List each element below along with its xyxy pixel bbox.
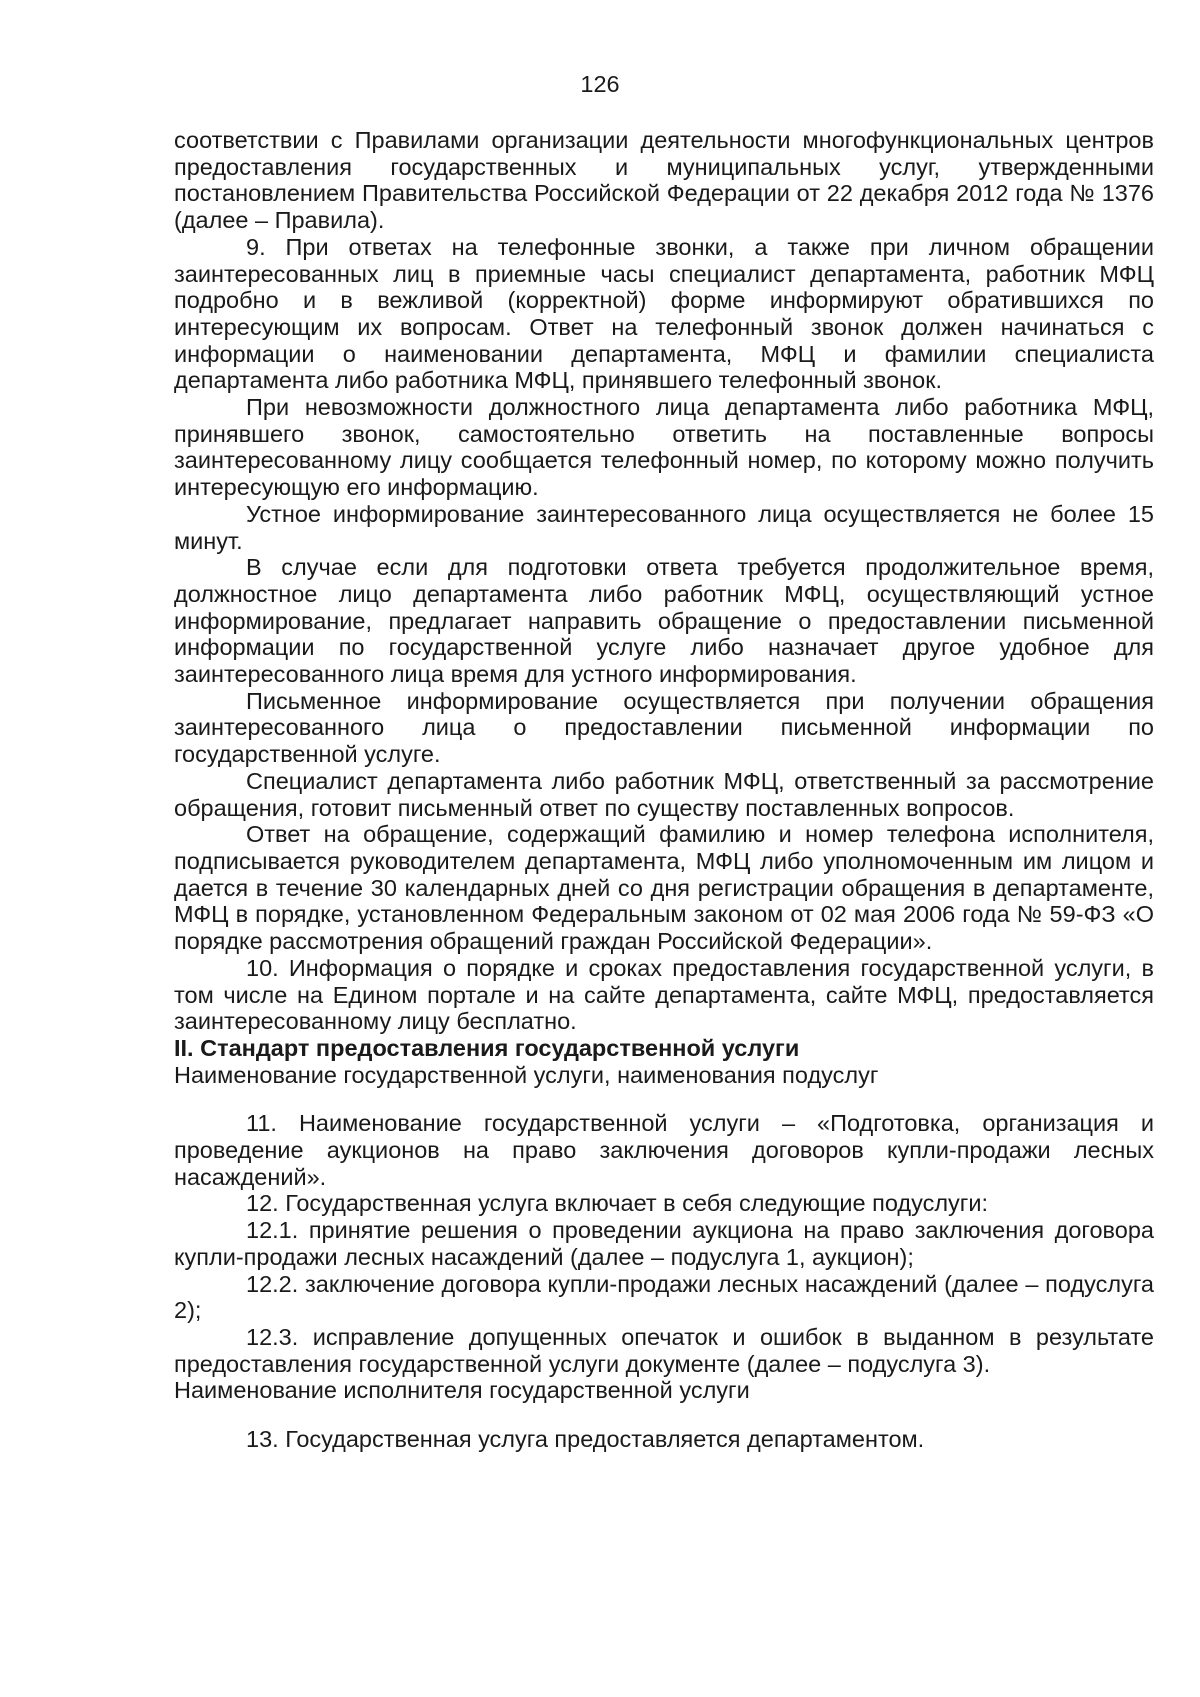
paragraph: Письменное информирование осуществляется при получении обращения заинтересованного лица о предоставлении письменной информации по государственной услуге. bbox=[174, 687, 1154, 768]
paragraph-item-9: 9. При ответах на телефонные звонки, а также при личном обращении заинтересованных лиц в приемные часы специалист департамента, работник МФЦ подробно и в вежливой (корректной) форме информируют обратившихся по интересующим их вопросам. Ответ на телефонный звонок должен начинаться с информации о наименовании департамента, МФЦ и фамилии специалиста департамента либо работника МФЦ, принявшего телефонный звонок. bbox=[174, 233, 1154, 394]
paragraph-item-12-2: 12.2. заключение договора купли-продажи лесных насаждений (далее – подуслуга 2); bbox=[174, 1270, 1154, 1324]
paragraph-item-13: 13. Государственная услуга предоставляется департаментом. bbox=[246, 1426, 925, 1453]
paragraph: Ответ на обращение, содержащий фамилию и номер телефона исполнителя, подписывается руководителем департамента, МФЦ либо уполномоченным им лицом и дается в течение 30 календарных дней со дня регистрации обращения в департаменте, МФЦ в порядке, установленном Федеральным законом от 02 мая 2006 года № 59-ФЗ «О порядке рассмотрения обращений граждан Российской Федерации». bbox=[174, 821, 1154, 955]
paragraph: В случае если для подготовки ответа требуется продолжительное время, должностное лицо департамента либо работник МФЦ, осуществляющий устное информирование, предлагает направить обращение о предоставлении письменной информации по государственной услуге либо назначает другое удобное для заинтересованного лица время для устного информирования. bbox=[174, 554, 1154, 688]
paragraph-item-12-3: 12.3. исправление допущенных опечаток и ошибок в выданном в результате предоставления государственной услуги документе (далее – подуслуга 3). bbox=[174, 1323, 1154, 1377]
paragraph: Устное информирование заинтересованного лица осуществляется не более 15 минут. bbox=[174, 500, 1154, 554]
paragraph-continuation: соответствии с Правилами организации деятельности многофункциональных центров предоставления государственных и муниципальных услуг, утвержденными постановлением Правительства Российской Федерации от 22 декабря 2012 года № 1376 (далее – Правила). bbox=[174, 127, 1154, 234]
paragraph-item-11: 11. Наименование государственной услуги – «Подготовка, организация и проведение аукционов на право заключения договоров купли-продажи лесных насаждений». bbox=[174, 1110, 1154, 1190]
subheading-executor: Наименование исполнителя государственной услуги bbox=[174, 1377, 750, 1404]
page-number: 126 bbox=[580, 71, 620, 97]
paragraph-item-10: 10. Информация о порядке и сроках предоставления государственной услуги, в том числе на Едином портале и на сайте департамента, сайте МФЦ, предоставляется заинтересованному лицу бесплатно. bbox=[174, 954, 1154, 1035]
section-heading: II. Стандарт предоставления государственной услуги bbox=[174, 1034, 800, 1061]
paragraph: При невозможности должностного лица департамента либо работника МФЦ, принявшего звонок, самостоятельно ответить на поставленные вопросы заинтересованному лицу сообщается телефонный номер, по которому можно получить интересующую его информацию. bbox=[174, 394, 1154, 501]
subheading-service-name: Наименование государственной услуги, наименования подуслуг bbox=[174, 1061, 879, 1088]
document-body bbox=[174, 127, 1154, 1453]
paragraph: Специалист департамента либо работник МФЦ, ответственный за рассмотрение обращения, готовит письменный ответ по существу поставленных вопросов. bbox=[174, 767, 1154, 821]
paragraph-item-12-1: 12.1. принятие решения о проведении аукциона на право заключения договора купли-продажи лесных насаждений (далее – подуслуга 1, аукцион); bbox=[174, 1217, 1154, 1270]
paragraph-item-12: 12. Государственная услуга включает в себя следующие подуслуги: bbox=[246, 1190, 989, 1217]
